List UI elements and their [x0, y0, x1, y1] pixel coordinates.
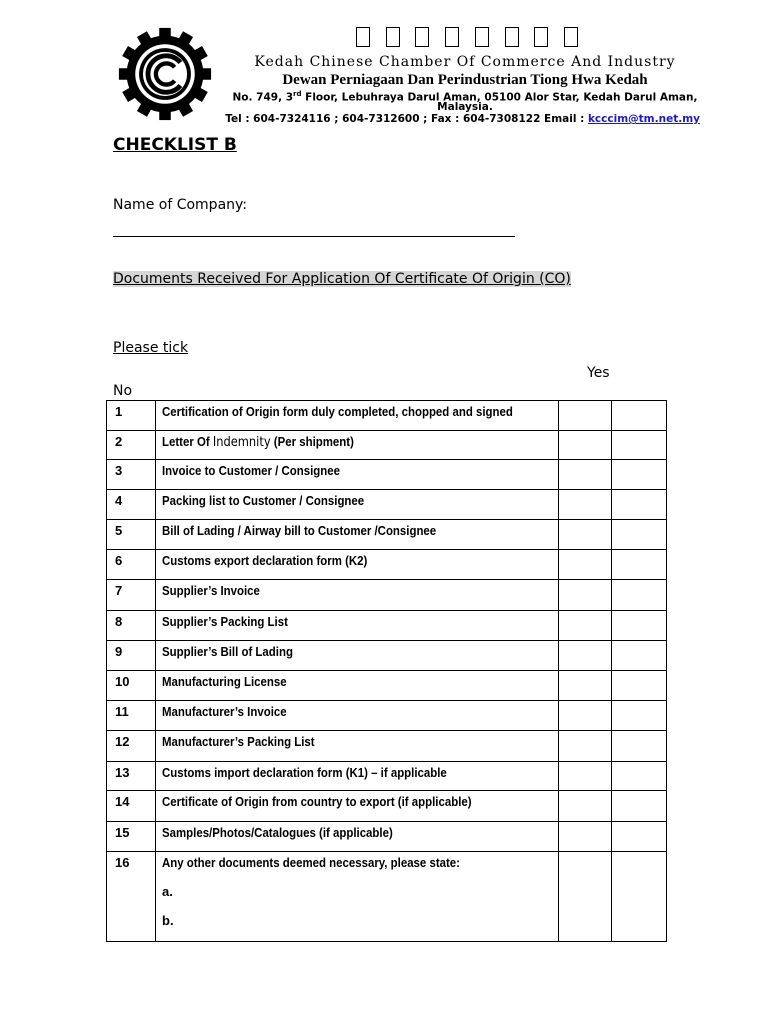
table-row	[107, 431, 667, 460]
item-description: Invoice to Customer / Consignee	[156, 460, 559, 490]
section-heading: Documents Received For Application Of Certificate Of Origin (CO)	[113, 271, 571, 287]
yes-checkbox-cell[interactable]	[559, 520, 612, 550]
item-number: 11	[107, 701, 156, 731]
item-number: 15	[107, 822, 156, 852]
item-description: Certification of Origin form duly completed, chopped and signed	[156, 401, 559, 431]
table-row	[107, 550, 667, 580]
email-link[interactable]: kcccim@tm.net.my	[587, 113, 700, 125]
table-row	[107, 731, 667, 762]
yes-checkbox-cell[interactable]	[559, 671, 612, 701]
item-description: Supplier’s Bill of Lading	[156, 641, 559, 671]
table-row	[107, 611, 667, 641]
item-number: 4	[107, 490, 156, 520]
yes-checkbox-cell[interactable]	[559, 701, 612, 731]
yes-checkbox-cell[interactable]	[559, 852, 612, 942]
item-number: 7	[107, 580, 156, 611]
table-row	[107, 852, 667, 942]
item-number: 12	[107, 731, 156, 762]
company-name-field[interactable]	[113, 222, 515, 237]
item-description: Supplier’s Invoice	[156, 580, 559, 611]
no-checkbox-cell[interactable]	[612, 641, 667, 671]
yes-checkbox-cell[interactable]	[559, 822, 612, 852]
please-tick-label: Please tick	[113, 340, 189, 356]
yes-checkbox-cell[interactable]	[559, 401, 612, 431]
yes-checkbox-cell[interactable]	[559, 460, 612, 490]
org-name-english: Kedah Chinese Chamber Of Commerce And Industry	[254, 54, 676, 70]
item-description: Certificate of Origin from country to export (if applicable)	[156, 791, 559, 822]
yes-checkbox-cell[interactable]	[559, 431, 612, 460]
yes-checkbox-cell[interactable]	[559, 762, 612, 791]
item-description: Any other documents deemed necessary, please state: a. b.	[156, 852, 559, 942]
table-row	[107, 641, 667, 671]
yes-checkbox-cell[interactable]	[559, 580, 612, 611]
table-row	[107, 490, 667, 520]
item-number: 10	[107, 671, 156, 701]
yes-checkbox-cell[interactable]	[559, 641, 612, 671]
item-number: 5	[107, 520, 156, 550]
table-row	[107, 401, 667, 431]
no-checkbox-cell[interactable]	[612, 520, 667, 550]
item-number: 1	[107, 401, 156, 431]
other-document-b: b.	[162, 913, 174, 928]
no-checkbox-cell[interactable]	[612, 731, 667, 762]
item-description: Manufacturing License	[156, 671, 559, 701]
checklist-table	[106, 400, 667, 942]
item-description: Customs import declaration form (K1) – if applicable	[156, 762, 559, 791]
address-line-2: Malaysia.	[437, 101, 493, 113]
chamber-logo	[117, 26, 213, 122]
item-description: Supplier’s Packing List	[156, 611, 559, 641]
item-description: Customs export declaration form (K2)	[156, 550, 559, 580]
table-row	[107, 460, 667, 490]
no-checkbox-cell[interactable]	[612, 701, 667, 731]
no-checkbox-cell[interactable]	[612, 852, 667, 942]
org-name-malay: Dewan Perniagaan Dan Perindustrian Tiong Hwa Kedah	[282, 72, 648, 88]
no-checkbox-cell[interactable]	[612, 611, 667, 641]
item-number: 16	[107, 852, 156, 942]
item-number: 9	[107, 641, 156, 671]
no-checkbox-cell[interactable]	[612, 490, 667, 520]
table-row	[107, 762, 667, 791]
no-checkbox-cell[interactable]	[612, 460, 667, 490]
table-row	[107, 520, 667, 550]
table-row	[107, 791, 667, 822]
item-number: 3	[107, 460, 156, 490]
item-description: Letter Of Indemnity (Per shipment)	[156, 431, 559, 460]
yes-checkbox-cell[interactable]	[559, 490, 612, 520]
no-checkbox-cell[interactable]	[612, 762, 667, 791]
no-checkbox-cell[interactable]	[612, 401, 667, 431]
table-row	[107, 701, 667, 731]
yes-column-header: Yes	[587, 365, 610, 381]
item-number: 14	[107, 791, 156, 822]
contact-line: Tel : 604-7324116 ; 604-7312600 ; Fax : 604-7308122 Email : kcccim@tm.net.my	[225, 113, 700, 125]
item-number: 13	[107, 762, 156, 791]
item-number: 8	[107, 611, 156, 641]
yes-checkbox-cell[interactable]	[559, 550, 612, 580]
item-number: 2	[107, 431, 156, 460]
item-description: Manufacturer’s Packing List	[156, 731, 559, 762]
item-description: Packing list to Customer / Consignee	[156, 490, 559, 520]
no-checkbox-cell[interactable]	[612, 550, 667, 580]
yes-checkbox-cell[interactable]	[559, 731, 612, 762]
no-checkbox-cell[interactable]	[612, 671, 667, 701]
item-description: Samples/Photos/Catalogues (if applicable)	[156, 822, 559, 852]
table-row	[107, 580, 667, 611]
no-checkbox-cell[interactable]	[612, 791, 667, 822]
no-checkbox-cell[interactable]	[612, 580, 667, 611]
item-description: Manufacturer’s Invoice	[156, 701, 559, 731]
page-title: CHECKLIST B	[113, 135, 237, 155]
yes-checkbox-cell[interactable]	[559, 791, 612, 822]
table-row	[107, 671, 667, 701]
table-row	[107, 822, 667, 852]
item-description: Bill of Lading / Airway bill to Customer /Consignee	[156, 520, 559, 550]
no-checkbox-cell[interactable]	[612, 431, 667, 460]
other-document-a: a.	[162, 884, 173, 899]
chinese-org-name	[356, 27, 578, 51]
item-number: 6	[107, 550, 156, 580]
no-column-header: No	[113, 383, 133, 399]
yes-checkbox-cell[interactable]	[559, 611, 612, 641]
company-name-label: Name of Company:	[113, 197, 247, 213]
address-line-1: No. 749, 3rd Floor, Lebuhraya Darul Aman, 05100 Alor Star, Kedah Darul Aman,	[232, 90, 698, 104]
no-checkbox-cell[interactable]	[612, 822, 667, 852]
